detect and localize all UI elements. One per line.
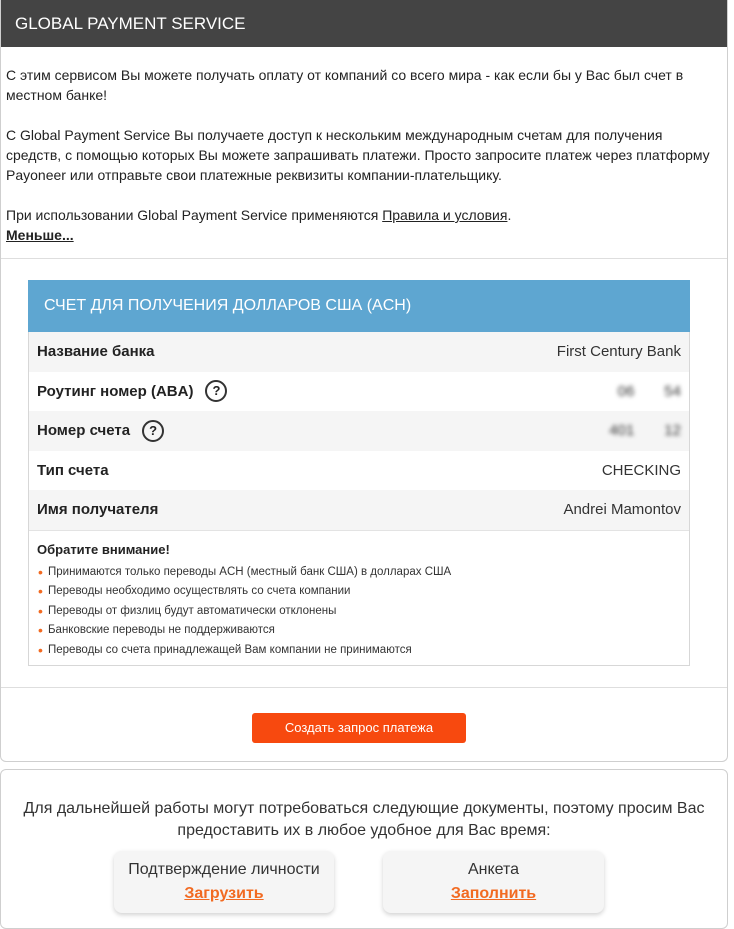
account-row-number (29, 411, 689, 451)
beneficiary-value: Andrei Mamontov (563, 501, 681, 519)
account-number-value: 401 12 (609, 422, 681, 440)
routing-label-wrap (37, 380, 227, 402)
fill-in-link[interactable]: Заполнить (450, 885, 537, 902)
account-number-label-wrap (37, 420, 164, 442)
attention-item: • Банковские переводы не поддерживаются (37, 621, 681, 641)
account-type-label: Тип счета (37, 461, 109, 479)
account-number-label: Номер счета (37, 422, 131, 440)
documents-text: Для дальнейшей работы могут потребоваться следующие документы, поэтому просим Вас предоставить их в любое удобное для Вас время: (23, 800, 705, 839)
attention-item: • Переводы со счета принадлежащей Вам компании не принимаются (37, 641, 681, 661)
identity-card-title: Подтверждение личности (128, 861, 320, 878)
terms-link[interactable]: Правила и условия (382, 207, 508, 223)
account-number-help-icon[interactable]: ? (142, 420, 164, 442)
routing-help-icon[interactable]: ? (205, 380, 227, 402)
beneficiary-label: Имя получателя (37, 501, 159, 519)
upload-link[interactable]: Загрузить (184, 885, 264, 902)
panel-title: GLOBAL PAYMENT SERVICE (15, 14, 246, 33)
intro-paragraph-2: С Global Payment Service Вы получаете доступ к нескольким международным счетам для получения средств, с помощью которых Вы можете запрашивать платежи. Просто запросите платеж через платформу Payoneer или отправьте свои платежные реквизиты компании-плательщику. (6, 127, 710, 183)
account-row-type (29, 451, 689, 491)
survey-card-title: Анкета (467, 861, 520, 878)
intro-section (1, 47, 727, 245)
show-less-link[interactable]: Меньше... (6, 227, 74, 243)
bank-name-value: First Century Bank (556, 343, 681, 361)
intro-paragraph-1: С этим сервисом Вы можете получать оплату от компаний со всего мира - как если бы у Вас был счет в местном банке! (6, 67, 684, 103)
account-row-routing (29, 372, 689, 412)
attention-item: • Переводы необходимо осуществлять со счета компании (37, 582, 681, 602)
intro-paragraph-3 (6, 205, 721, 225)
routing-value: 06 54 (617, 382, 681, 400)
divider-top (1, 258, 727, 259)
account-box-title: СЧЕТ ДЛЯ ПОЛУЧЕНИЯ ДОЛЛАРОВ США (ACH) (28, 280, 690, 332)
usd-ach-account-box (28, 280, 690, 666)
account-type-value: CHECKING (601, 461, 681, 479)
attention-item: • Переводы от физлиц будут автоматически отклонены (37, 602, 681, 622)
create-payment-request-button[interactable]: Создать запрос платежа (252, 713, 466, 743)
attention-list (37, 563, 681, 661)
identity-verification-card (114, 851, 334, 913)
attention-title: Обратите внимание! (37, 541, 170, 557)
attention-item: • Принимаются только переводы ACH (местный банк США) в долларах США (37, 563, 681, 583)
terms-prefix: При использовании Global Payment Service применяются (6, 207, 383, 223)
divider-bottom (1, 687, 727, 688)
attention-note (29, 530, 689, 661)
account-row-beneficiary (29, 490, 689, 530)
account-row-bank-name (29, 332, 689, 372)
bank-name-label: Название банка (37, 343, 155, 361)
documents-panel (0, 769, 728, 929)
routing-label: Роутинг номер (ABA) (37, 382, 194, 400)
terms-suffix: . (507, 207, 512, 223)
panel-header (1, 0, 727, 47)
survey-card (383, 851, 604, 913)
